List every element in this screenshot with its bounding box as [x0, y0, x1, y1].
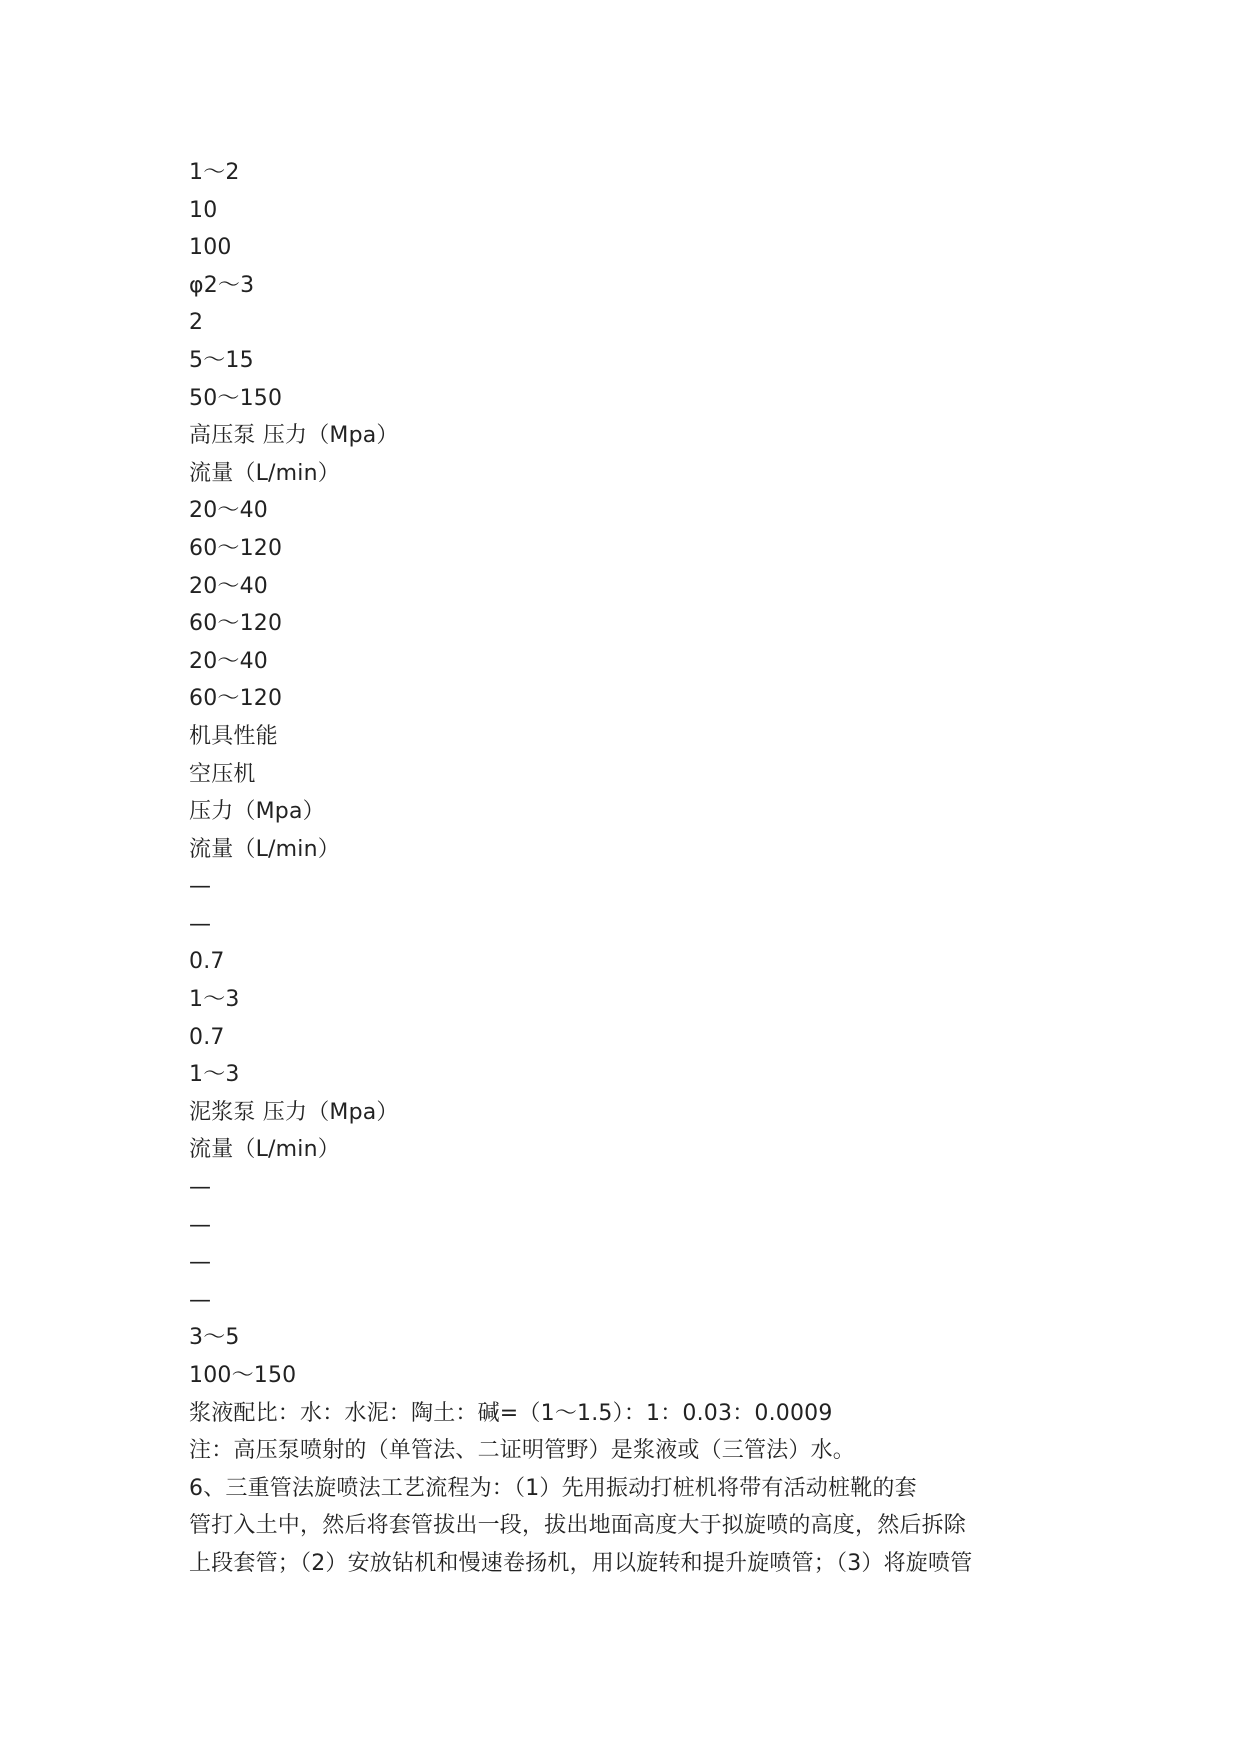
text-line: 泥浆泵 压力（Mpa）: [189, 1099, 399, 1125]
text-line: —: [189, 874, 212, 900]
text-line: —: [189, 1175, 212, 1201]
text-line: —: [189, 1212, 212, 1238]
text-line: 1～3: [189, 987, 240, 1013]
text-line: 0.7: [189, 1024, 225, 1050]
text-line: 10: [189, 197, 218, 223]
text-line: 60～120: [189, 535, 283, 561]
text-line: 高压泵 压力（Mpa）: [189, 423, 399, 449]
text-line: 压力（Mpa）: [189, 799, 325, 825]
text-line: 60～120: [189, 686, 283, 712]
text-line: —: [189, 911, 212, 937]
text-line: 2: [189, 310, 204, 336]
text-line: 上段套管；（2）安放钻机和慢速卷扬机，用以旋转和提升旋喷管；（3）将旋喷管: [189, 1550, 973, 1576]
text-line: 流量（L/min）: [189, 460, 340, 486]
text-line: 20～40: [189, 498, 268, 524]
text-line: 管打入土中，然后将套管拔出一段，拔出地面高度大于拟旋喷的高度，然后拆除: [189, 1513, 967, 1539]
text-line: φ2～3: [189, 272, 255, 298]
text-line: 空压机: [189, 761, 256, 787]
text-line: 20～40: [189, 573, 268, 599]
text-line: 100～150: [189, 1363, 297, 1388]
text-line: —: [189, 1287, 212, 1313]
text-line: 3～5: [189, 1325, 240, 1351]
text-line: 流量（L/min）: [189, 836, 340, 862]
document-body: [189, 154, 1189, 1583]
text-line: 1～2: [189, 160, 240, 185]
text-line: 6、三重管法旋喷法工艺流程为：（1）先用振动打桩机将带有活动桩靴的套: [189, 1475, 917, 1501]
text-line: 流量（L/min）: [189, 1137, 340, 1163]
text-line: 0.7: [189, 949, 225, 975]
text-line: 20～40: [189, 648, 268, 674]
text-line: 注：高压泵喷射的（单管法、二证明管野）是浆液或（三管法）水。: [189, 1438, 856, 1464]
text-line: 机具性能: [189, 723, 278, 749]
text-line: 5～15: [189, 347, 254, 373]
text-line: 100: [189, 235, 232, 261]
text-line: 50～150: [189, 385, 283, 411]
text-line: 60～120: [189, 611, 283, 637]
text-line: —: [189, 1250, 212, 1276]
text-line: 浆液配比：水：水泥：陶土：碱=（1～1.5）：1：0.03：0.0009: [189, 1400, 833, 1426]
text-line: 1～3: [189, 1062, 240, 1088]
